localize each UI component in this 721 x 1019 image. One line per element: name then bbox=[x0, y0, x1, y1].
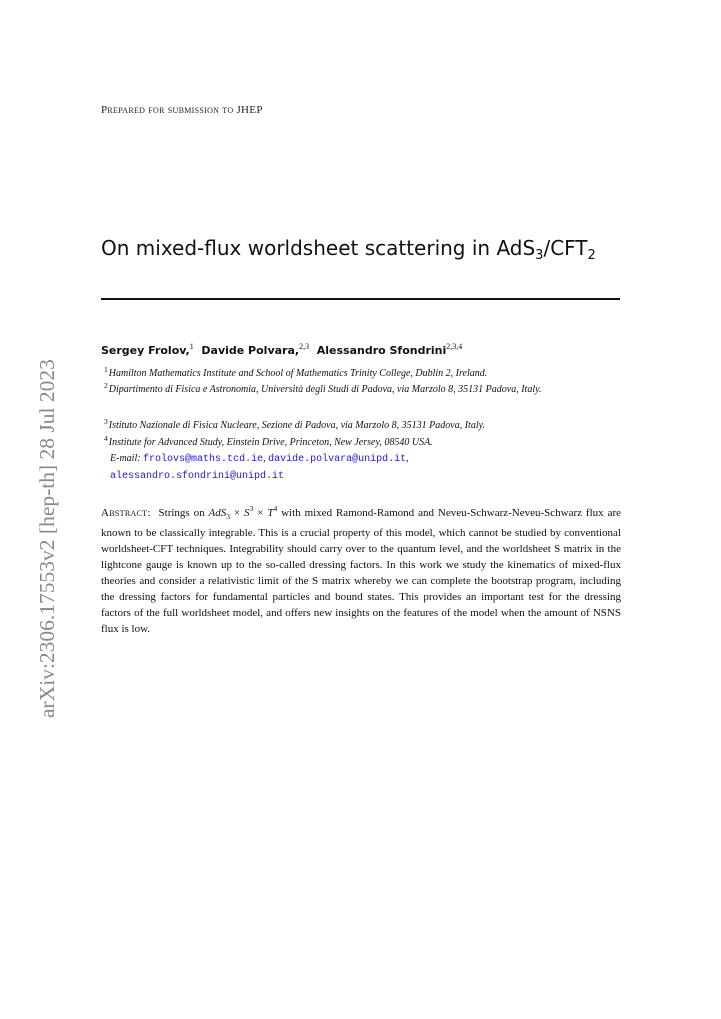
affiliation-num: 1 bbox=[104, 365, 108, 374]
math-times: × bbox=[253, 507, 268, 519]
math-s: S bbox=[244, 507, 250, 519]
math-times: × bbox=[230, 507, 245, 519]
email-block bbox=[110, 451, 409, 485]
title-main: On mixed-flux worldsheet scattering in AdS bbox=[101, 236, 536, 260]
affiliation-text: Hamilton Mathematics Institute and School of Mathematics Trinity College, Dublin 2, Ireland. bbox=[108, 368, 488, 379]
author-affil-sup: 1 bbox=[189, 342, 194, 351]
affiliation-text: Institute for Advanced Study, Einstein Drive, Princeton, New Jersey, 08540 USA. bbox=[108, 437, 433, 448]
math-s-sup: 3 bbox=[249, 504, 254, 513]
author-affil-sup: 2,3,4 bbox=[446, 342, 463, 351]
title-sub-3: 3 bbox=[535, 248, 544, 263]
abstract-intro: Strings on bbox=[158, 507, 205, 519]
math-t: T bbox=[267, 507, 274, 519]
affiliation-1 bbox=[104, 363, 624, 380]
affiliation-num: 2 bbox=[104, 381, 108, 390]
affiliation-num: 3 bbox=[104, 417, 108, 426]
affiliation-text: Istituto Nazionale di Fisica Nucleare, Sezione di Padova, via Marzolo 8, 35131 Padova, Italy. bbox=[108, 420, 485, 431]
submission-note: Prepared for submission to JHEP bbox=[101, 104, 263, 116]
affiliation-num: 4 bbox=[104, 434, 108, 443]
math-ads: AdS bbox=[208, 507, 227, 519]
email-separator: , bbox=[406, 453, 409, 464]
email-separator: , bbox=[263, 453, 269, 464]
email-link[interactable]: frolovs@maths.tcd.ie bbox=[143, 454, 264, 465]
title-rule bbox=[101, 298, 620, 300]
email-link[interactable]: davide.polvara@unipd.it bbox=[268, 454, 407, 465]
author-affil-sup: 2,3 bbox=[299, 342, 310, 351]
title-sub-2: 2 bbox=[587, 248, 596, 263]
affiliation-text: Dipartimento di Fisica e Astronomia, Università degli Studi di Padova, via Marzolo 8, 35131 Padova, Italy. bbox=[108, 384, 542, 395]
abstract bbox=[101, 501, 621, 637]
math-t-sup: 4 bbox=[273, 504, 278, 513]
math-ads-sub: 3 bbox=[226, 512, 231, 521]
abstract-body: with mixed Ramond-Ramond and Neveu-Schwarz-Neveu-Schwarz flux are known to be classically integrable. This is a crucial property of this model, which cannot be studied by conventional worldsheet-CFT techniques. Integrability should carry over to the quantum level, and the worldsheet S matrix in the lightcone gauge is known up to the so-called dressing factors. In this work we study the kinematics of mixed-flux theories and consider a relativistic limit of the S matrix whereby we can complete the bootstrap program, including the dressing factors for fundamental particles and bound states. This provides an important test for the dressing factors of the full worldsheet model, and offers new insights on the features of the model when the amount of NSNS flux is low. bbox=[101, 507, 621, 635]
author-name: Alessandro Sfondrini bbox=[316, 344, 447, 357]
affiliation-4 bbox=[104, 432, 624, 449]
email-label: E-mail: bbox=[110, 453, 141, 464]
email-link[interactable]: alessandro.sfondrini@unipd.it bbox=[110, 471, 285, 482]
author-name: Davide Polvara, bbox=[201, 344, 300, 357]
author-list bbox=[101, 342, 462, 357]
author-name: Sergey Frolov, bbox=[101, 344, 190, 357]
arxiv-stamp: arXiv:2306.17553v2 [hep-th] 28 Jul 2023 bbox=[35, 359, 59, 718]
title-mid: /CFT bbox=[543, 236, 588, 260]
abstract-label: Abstract: bbox=[101, 507, 151, 519]
paper-title bbox=[101, 236, 596, 263]
affiliation-3 bbox=[104, 415, 624, 432]
affiliation-2 bbox=[104, 379, 624, 396]
